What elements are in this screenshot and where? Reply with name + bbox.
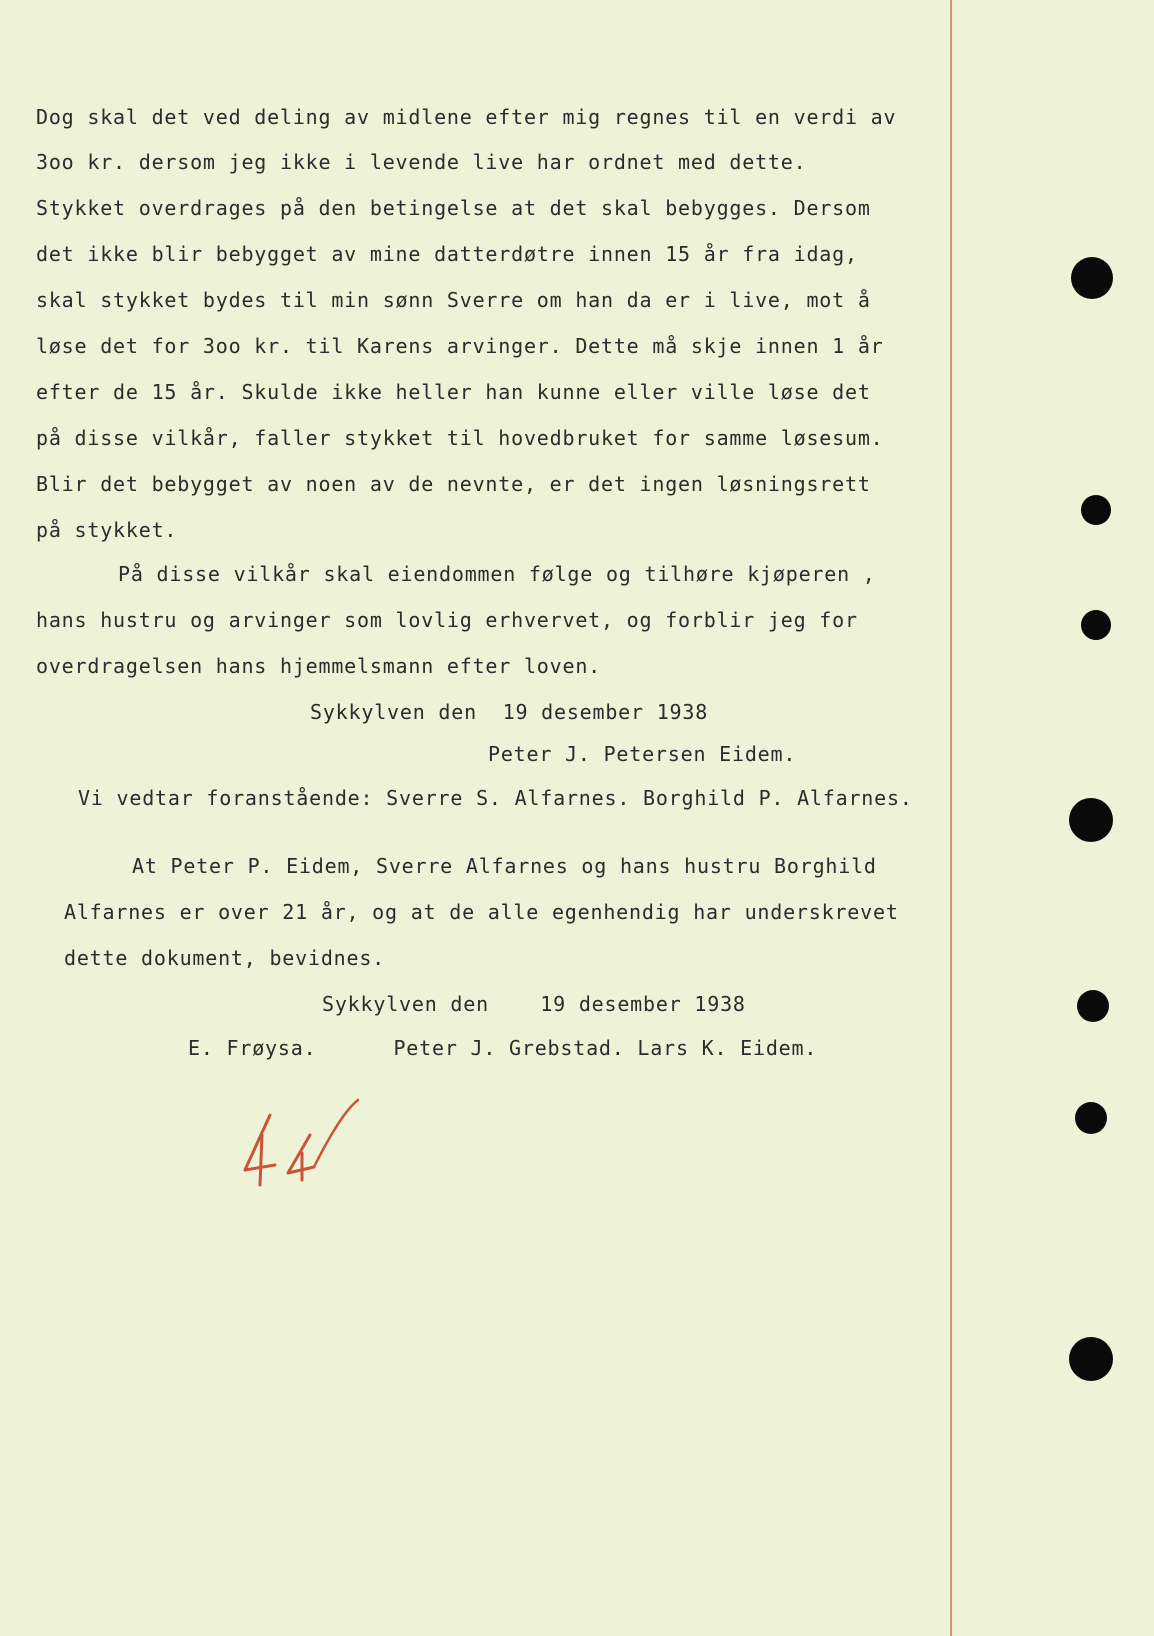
punch-hole-1 — [1071, 257, 1113, 299]
attestation-line-3: dette dokument, bevidnes. — [64, 946, 386, 970]
text-line-12: hans hustru og arvinger som lovlig erhvervet, og forblir jeg for — [36, 608, 858, 632]
witness-signatures-line: E. Frøysa. Peter J. Grebstad. Lars K. Eidem. — [188, 1036, 818, 1060]
text-line-2: 3oo kr. dersom jeg ikke i levende live har ordnet med dette. — [36, 150, 807, 174]
punch-hole-7 — [1069, 1337, 1113, 1381]
seller-signature-line: Peter J. Petersen Eidem. — [488, 742, 797, 766]
punch-hole-6 — [1075, 1102, 1107, 1134]
text-line-10: på stykket. — [36, 518, 178, 542]
text-line-13: overdragelsen hans hjemmelsmann efter loven. — [36, 654, 602, 678]
attestation-line-1: At Peter P. Eidem, Sverre Alfarnes og hans hustru Borghild — [132, 854, 877, 878]
handwritten-pencil-mark — [240, 1095, 370, 1190]
text-line-7: efter de 15 år. Skulde ikke heller han kunne eller ville løse det — [36, 380, 871, 404]
punch-hole-2 — [1081, 495, 1111, 525]
text-line-1: Dog skal det ved deling av midlene efter mig regnes til en verdi av — [36, 105, 897, 129]
text-line-3: Stykket overdrages på den betingelse at det skal bebygges. Dersom — [36, 196, 871, 220]
text-line-5: skal stykket bydes til min sønn Sverre om han da er i live, mot å — [36, 288, 871, 312]
place-date-line-2: Sykkylven den 19 desember 1938 — [322, 992, 746, 1016]
attestation-line-2: Alfarnes er over 21 år, og at de alle egenhendig har underskrevet — [64, 900, 899, 924]
punch-hole-4 — [1069, 798, 1113, 842]
text-line-6: løse det for 3oo kr. til Karens arvinger. Dette må skje innen 1 år — [36, 334, 884, 358]
acceptance-line: Vi vedtar foranstående: Sverre S. Alfarnes. Borghild P. Alfarnes. — [78, 786, 913, 810]
text-line-4: det ikke blir bebygget av mine datterdøtre innen 15 år fra idag, — [36, 242, 858, 266]
text-line-8: på disse vilkår, faller stykket til hovedbruket for samme løsesum. — [36, 426, 884, 450]
punch-hole-3 — [1081, 610, 1111, 640]
place-date-line-1: Sykkylven den 19 desember 1938 — [310, 700, 709, 724]
red-margin-line — [950, 0, 952, 1636]
text-line-11: På disse vilkår skal eiendommen følge og tilhøre kjøperen , — [118, 562, 876, 586]
punch-hole-5 — [1077, 990, 1109, 1022]
text-line-9: Blir det bebygget av noen av de nevnte, er det ingen løsningsrett — [36, 472, 871, 496]
